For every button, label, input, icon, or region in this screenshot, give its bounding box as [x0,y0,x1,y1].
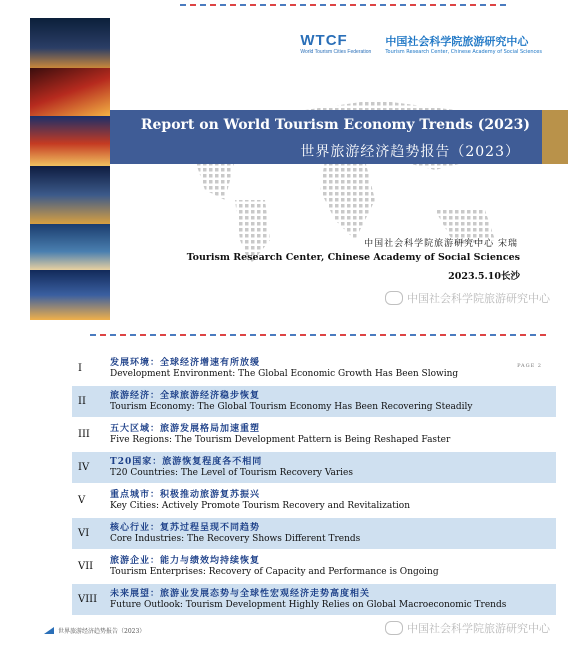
toc-title-en: Tourism Enterprises: Recovery of Capacity and Performance is Ongoing [110,567,439,577]
toc-title-cn: 核心行业：复苏过程呈现不同趋势 [110,523,261,533]
trc-logo: 中国社会科学院旅游研究中心 Tourism Research Center, Chinese Academy of Social Sciences [385,34,542,55]
report-title-cn: 世界旅游经济趋势报告（2023） [300,144,520,160]
toc-row[interactable] [72,584,556,615]
toc-title-cn: 重点城市：积极推动旅游复苏振兴 [110,490,261,500]
toc-number: V [78,495,86,506]
report-date: 2023.5.10长沙 [448,271,520,282]
toc-row[interactable] [72,419,556,450]
cover-slide [30,18,550,320]
top-dashed-line [180,4,510,6]
gold-accent [542,110,568,164]
toc-title-cn: 发展环境：全球经济增速有所放缓 [110,358,261,368]
separator-dashed-line [90,334,550,336]
toc-title-en: T20 Countries: The Level of Tourism Recovery Varies [110,468,353,478]
toc-title-cn: 旅游经济：全球旅游经济稳步恢复 [110,391,261,401]
red-lantern-photo [30,116,110,166]
toc-row[interactable] [72,353,556,384]
toc-row[interactable] [72,386,556,417]
toc-row[interactable] [72,485,556,516]
page-label: PAGE 2 [517,363,542,369]
toc-row[interactable] [72,518,556,549]
toc-number: I [78,363,82,374]
footer [44,626,145,635]
toc-number: IV [78,462,90,473]
toc-number: III [78,429,90,440]
toc-row[interactable] [72,452,556,483]
toc-slide [30,345,550,645]
highway-night-photo [30,166,110,224]
author-cn: 中国社会科学院旅游研究中心 宋瑞 [364,239,518,249]
toc-title-cn: 旅游企业：能力与绩效均持续恢复 [110,556,261,566]
toc-title-en: Development Environment: The Global Economic Growth Has Been Slowing [110,369,459,379]
toc-title-cn: T20国家：旅游恢复程度各不相同 [110,457,263,467]
wtcf-logo: WTCF World Tourism Cities Federation [300,32,372,55]
toc-title-cn: 五大区域：旅游发展格局加速重塑 [110,424,261,434]
toc-watermark: 中国社会科学院旅游研究中心 [385,620,550,636]
cover-watermark: 中国社会科学院旅游研究中心 [385,290,550,306]
toc-number: VI [78,528,90,539]
palace-night-photo [30,270,110,320]
toc-number: VIII [78,594,98,605]
footer-title: 世界旅游经济趋势报告（2023） [58,628,146,635]
toc-title-en: Future Outlook: Tourism Development Highly Relies on Global Macroeconomic Trends [110,600,507,610]
toc-title-cn: 未来展望：旅游业发展态势与全球性宏观经济走势高度相关 [110,589,371,599]
toc-number: II [78,396,86,407]
skyline-photo [30,224,110,270]
toc-number: VII [78,561,94,572]
lantern-street-photo [30,68,110,116]
author-en: Tourism Research Center, Chinese Academy of Social Sciences [186,252,520,263]
wechat-icon [385,291,403,305]
toc-title-en: Core Industries: The Recovery Shows Different Trends [110,534,361,544]
wechat-icon [385,621,403,635]
toc-row[interactable] [72,551,556,582]
toc-title-en: Tourism Economy: The Global Tourism Economy Has Been Recovering Steadily [110,402,473,412]
toc-title-en: Five Regions: The Tourism Development Pattern is Being Reshaped Faster [110,435,451,445]
photo-strip [30,18,110,320]
footer-triangle-icon [44,627,54,634]
city-night-photo [30,18,110,68]
toc-title-en: Key Cities: Actively Promote Tourism Recovery and Revitalization [110,501,410,511]
logo-group [300,32,542,55]
report-title-en: Report on World Tourism Economy Trends (2023) [140,117,530,133]
